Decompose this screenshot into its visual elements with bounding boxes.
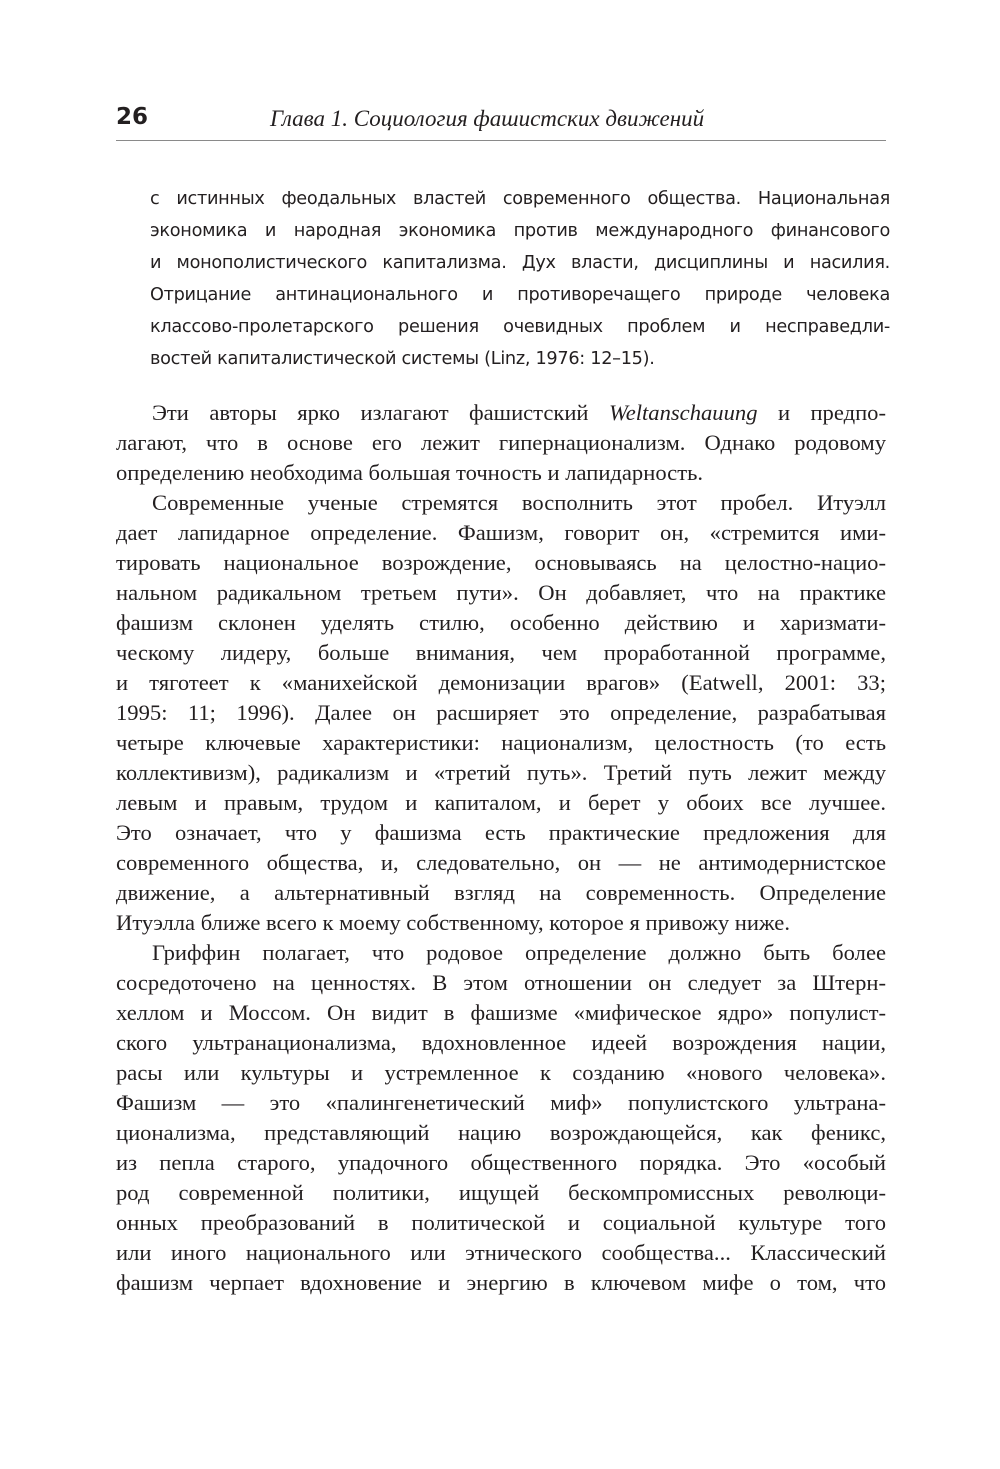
text-run: Эти авторы ярко излагают фашистский [152, 400, 609, 425]
paragraph-line: из пепла старого, упадочного общественного порядка. Это «особый [116, 1150, 886, 1175]
paragraph-line: нальном радикальном третьем пути». Он добавляет, что на практике [116, 580, 886, 605]
paragraph-line: хеллом и Моссом. Он видит в фашизме «мифическое ядро» популист- [116, 1000, 886, 1025]
paragraph-line: Фашизм — это «палингенетический миф» популистского ультрана- [116, 1090, 886, 1115]
quote-line: Отрицание антинационального и противоречащего природе человека [150, 285, 890, 305]
paragraph-line: Современные ученые стремятся восполнить этот пробел. Итуэлл [152, 490, 886, 515]
paragraph-line: Итуэлла ближе всего к моему собственному, которое я привожу ниже. [116, 910, 790, 935]
paragraph-line: ческому лидеру, больше внимания, чем проработанной программе, [116, 640, 886, 665]
paragraph-line: 1995: 11; 1996). Далее он расширяет это определение, разрабатывая [116, 700, 886, 725]
paragraph-line [116, 398, 886, 428]
paragraph-line: Это означает, что у фашизма есть практические предложения для [116, 820, 886, 845]
paragraph-line: расы или культуры и устремленное к созданию «нового человека». [116, 1060, 886, 1085]
quote-line: экономика и народная экономика против международного финансового [150, 221, 890, 241]
paragraph-line: сосредоточено на ценностях. В этом отношении он следует за Штерн- [116, 970, 886, 995]
paragraph-line: движение, а альтернативный взгляд на современность. Определение [116, 880, 886, 905]
paragraph-line: современного общества, и, следовательно, он — не антимодернистское [116, 850, 886, 875]
page-number: 26 [116, 104, 149, 130]
chapter-title: Глава 1. Социология фашистских движений [270, 106, 705, 131]
paragraph-line: ционализма, представляющий нацию возрождающейся, как феникс, [116, 1120, 886, 1145]
text-run: и предпо- [757, 400, 886, 425]
paragraph-line: четыре ключевые характеристики: национализм, целостность (то есть [116, 730, 886, 755]
paragraph-line: ского ультранационализма, вдохновленное идеей возрождения нации, [116, 1030, 886, 1055]
body-text [116, 398, 886, 1298]
block-quote [150, 183, 890, 375]
quote-line: с истинных феодальных властей современного общества. Национальная [150, 189, 890, 209]
paragraph-line: и тяготеет к «манихейской демонизации врагов» (Eatwell, 2001: 33; [116, 670, 886, 695]
paragraph-line: дает лапидарное определение. Фашизм, говорит он, «стремится ими- [116, 520, 886, 545]
paragraph-line: определению необходима большая точность и лапидарность. [116, 460, 704, 485]
paragraph-line: онных преобразований в политической и социальной культуре того [116, 1210, 886, 1235]
paragraph-line: или иного национального или этнического сообщества... Классический [116, 1240, 886, 1265]
paragraph-line: коллективизм), радикализм и «третий путь». Третий путь лежит между [116, 760, 886, 785]
paragraph-line: род современной политики, ищущей бескомпромиссных революци- [116, 1180, 886, 1205]
paragraph-line: левым и правым, трудом и капиталом, и берет у обоих все лучшее. [116, 790, 886, 815]
quote-line: классово-пролетарского решения очевидных проблем и несправедли- [150, 317, 890, 337]
running-head [116, 100, 886, 141]
paragraph-line: фашизм склонен уделять стилю, особенно действию и харизмати- [116, 610, 886, 635]
quote-line: и монополистического капитализма. Дух власти, дисциплины и насилия. [150, 253, 890, 273]
paragraph-line: тировать национальное возрождение, основываясь на целостно-нацио- [116, 550, 886, 575]
paragraph-line: Гриффин полагает, что родовое определение должно быть более [152, 940, 886, 965]
paragraph-line: фашизм черпает вдохновение и энергию в ключевом мифе о том, что [116, 1270, 886, 1295]
foreign-term: Weltanschauung [608, 400, 758, 425]
quote-line: востей капиталистической системы (Linz, 1976: 12–15). [150, 349, 655, 369]
paragraph-line: лагают, что в основе его лежит гипернационализм. Однако родовому [116, 430, 886, 455]
